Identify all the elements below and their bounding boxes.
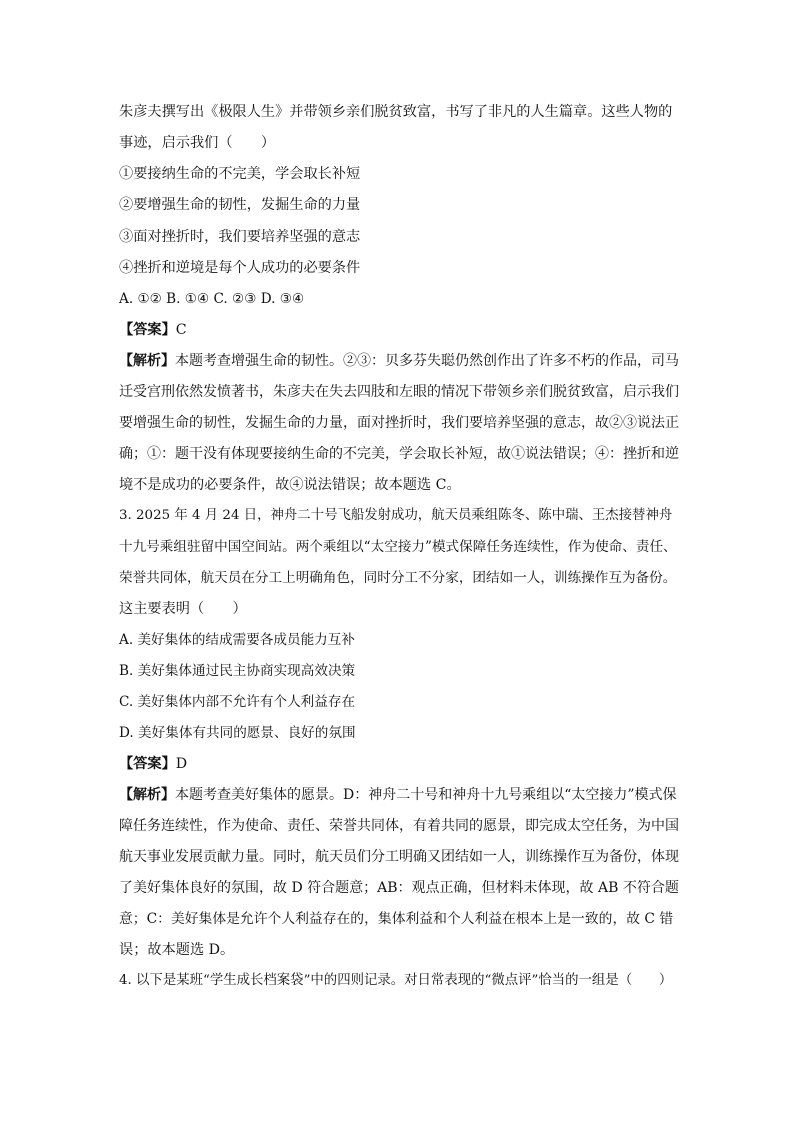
q2-statement: ③面对挫折时，我们要培养坚强的意志 [119,229,361,245]
analysis-text: 本题考查增强生命的韧性。②③：贝多芬失聪仍然创作出了许多不朽的作品，司马 [175,353,679,369]
q3-answer [119,754,679,774]
q3-stem-line: 这主要表明（ ） [119,601,247,617]
q2-statement: ①要接纳生命的不完美，学会取长补短 [119,166,361,182]
q3-analysis-line: 了美好集体良好的氛围，故 D 符合题意；AB：观点正确，但材料未体现，故 AB 不符合题 [119,880,679,896]
q3-option-b: B. 美好集体通过民主协商实现高效决策 [119,663,356,679]
q3-option-a: A. 美好集体的结成需要各成员能力互补 [119,632,355,648]
q2-analysis-line: 境不是成功的必要条件，故④说法错误；故本题选 C。 [119,477,461,493]
q3-stem-line: 十九号乘组驻留中国空间站。两个乘组以“太空接力”模式保障任务连续性，作为使命、责任、 [119,539,677,555]
q3-stem-line: 荣誉共同体，航天员在分工上明确角色，同时分工不分家，团结如一人，训练操作互为备份。 [119,570,677,586]
q3-analysis-line: 航天事业发展贡献力量。同时，航天员们分工明确又团结如一人，训练操作互为备份，体现 [119,849,679,865]
q2-answer [119,320,679,340]
analysis-label: 【解析】 [119,787,175,803]
answer-label: 【答案】 [119,322,176,338]
answer-value: C [175,322,187,338]
q3-analysis-line: 障任务连续性，作为使命、责任、荣誉共同体，有着共同的愿景，即完成太空任务，为中国 [119,818,679,834]
analysis-text: 本题考查美好集体的愿景。D：神舟二十号和神舟十九号乘组以“太空接力”模式保 [175,787,677,803]
q3-stem-line: 3. 2025 年 4 月 24 日，神舟二十号飞船发射成功，航天员乘组陈冬、陈中瑞、王杰接替神舟 [119,508,673,523]
q2-analysis-line [119,351,679,371]
q4-stem: 4. 以下是某班“学生成长档案袋”中的四则记录。对日常表现的“微点评”恰当的一组是（ ） [119,973,673,988]
q3-analysis-line [119,785,679,805]
q3-option-c: C. 美好集体内部不允许有个人利益存在 [119,694,356,710]
q2-stem-line: 朱彦夫撰写出《极限人生》并带领乡亲们脱贫致富，书写了非凡的人生篇章。这些人物的 [119,104,673,120]
answer-label: 【答案】 [119,756,176,772]
analysis-label: 【解析】 [119,353,175,369]
q2-statement: ②要增强生命的韧性，发掘生命的力量 [119,197,361,213]
q2-statement: ④挫折和逆境是每个人成功的必要条件 [119,260,361,276]
q2-analysis-line: 确；①：题干没有体现要接纳生命的不完美，学会取长补短，故①说法错误；④：挫折和逆 [119,446,679,462]
q2-stem-line: 事迹，启示我们（ ） [119,135,276,151]
q3-analysis-line: 误；故本题选 D。 [119,942,235,958]
q3-analysis-line: 意；C：美好集体是允许个人利益存在的，集体利益和个人利益在根本上是一致的，故 C 错 [119,911,674,927]
q2-analysis-line: 迁受宫刑依然发愤著书，朱彦夫在失去四肢和左眼的情况下带领乡亲们脱贫致富，启示我们 [119,384,679,400]
q3-option-d: D. 美好集体有共同的愿景、良好的氛围 [119,725,356,741]
q2-analysis-line: 要增强生命的韧性，发掘生命的力量，面对挫折时，我们要培养坚强的意志，故②③说法正 [119,415,679,431]
answer-value: D [175,756,188,772]
q2-options: A. ①② B. ①④ C. ②③ D. ③④ [119,291,305,307]
